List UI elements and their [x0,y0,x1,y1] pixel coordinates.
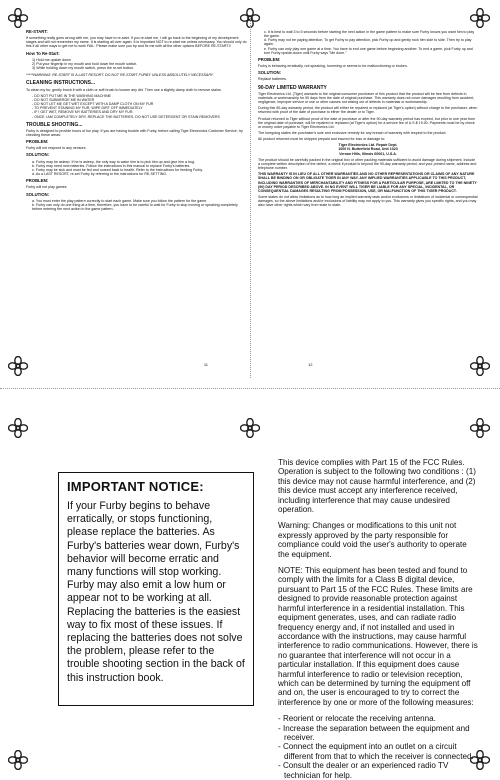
flower-icon [8,356,28,376]
game-tip: c. It is best to wait 3 to 5 seconds before starting the next action in the game pattern to make sure Furby knows you want him to play the game. [264,30,475,39]
cleaning-list [26,94,248,119]
cleaning-item: - DO NOT LET ME GET WET EXCEPT WITH A DAMP CLOTH ON MY FUR [32,102,154,107]
game-tips-list [258,30,478,55]
fcc-measure: - Reorient or relocate the receiving antenna. [278,714,436,724]
flower-icon [470,418,490,438]
howto-step: 1) Hold me upside down [32,57,71,62]
game-tip: d. Furby may not be paying attention. To get Furby to pay attention, pick Furby up and gently rock him side to side. Then try to play again. [264,38,472,47]
problem-text: Furby is behaving erratically, not speaking, humming or seems to be malfunctioning or broken. [258,64,408,69]
warranty-paragraph: The foregoing states the purchaser's sole and exclusive remedy for any breach of warranty with respect to the product. [258,130,447,135]
howto-heading: How To Re-Start: [26,50,60,56]
flower-icon [8,418,28,438]
solution-label: SOLUTION: [26,191,50,197]
page-divider [250,18,251,378]
cleaning-item: - ONCE I AM COMPLETELY DRY, REPLACE THE BATTERIES. DO NOT USE DETERGENT OR STAIN REMOVERS [32,114,220,119]
important-notice-box [58,472,254,706]
fcc-measures [278,714,478,780]
flower-icon [240,418,260,438]
cleaning-intro: To clean my fur, gently brush it with a cloth or soft brush to loosen any dirt. Then use a slightly damp cloth to remove stains. [26,87,222,92]
restart-heading: RE-START: [26,29,48,34]
cleaning-item: - TO PREVENT STAINING MY FUR, WIPE DIRT OFF IMMEDIATELY [32,106,143,111]
cleaning-item: - DO NOT SUBMERGE ME IN WATER [32,97,95,102]
page-number: 11 [203,361,208,367]
solution-list [26,160,248,177]
solution-item: b. Furby may need new batteries. Follow the instructions in this manual to replace Furby's batteries. [32,163,191,168]
trouble-heading: TROUBLE SHOOTING... [26,121,83,128]
solution-item: a. You must enter the play pattern correctly to start each game. Make sure you follow the pattern for the game. [32,198,208,203]
warranty-paragraph: During this 90-day warranty period, the product will either be repaired or replaced (at Tiger's option) without charge to the purchaser, when returned with proof of the date of purchase to either the dealer or to Tiger. [258,106,478,115]
flower-icon [8,750,28,770]
fcc-paragraph: NOTE: This equipment has been tested and found to comply with the limits for a Class B digital device, pursuant to Part 15 of the FCC Rules. These limits are designed to provide reasonable protection against harmful interference in a residential installation. This equipment generates, uses, and can radiate radio frequency energy and, if not installed and used in accordance with the instructions, may cause harmful interference to radio communications. However, there is no guarantee that interference will not occur in a particular installation. If this equipment does cause harmful interference to radio or television reception, which can be determined by turning the equipment off and on, the user is encouraged to try to correct the interference by one or more of the following measures: [278,566,478,707]
fcc-paragraph: This device complies with Part 15 of the FCC Rules. Operation is subject to the following two conditions : (1) this device may not cause harmful interference, and (2) this device must accept any interference received, including interference that may cause undesired operation. [278,458,476,515]
solution-list [26,199,248,211]
notice-body: If your Furby begins to behave erratically, or stops functioning, please replace the batteries. As Furby's batteries wear down, Furby's behavior will become erratic and many functions will stop working. Furby may also emit a low hum or appear not to be working at all. Replacing the batteries is the easiest way to fix most of these issues. If replacing the batteries does not solve the problem, please refer to the trouble shooting section in the back of this instruction book. [67,500,245,684]
fcc-compliance [278,458,478,780]
solution-item: b. Furby can only do one thing at a time, therefore, you have to be careful to wait for Furby to stop moving or speaking completely before entering the next action in the game pattern. [32,202,238,211]
problem-label: PROBLEM: [258,56,281,62]
howto-steps [26,58,248,70]
notice-title: IMPORTANT NOTICE: [67,479,204,494]
address-line: 1000 N. Butterfield Road, Unit 1023 [338,147,398,152]
cleaning-item: - IF I GET WET, REMOVE MY BATTERIES AND DRY MY FUR. [32,110,134,115]
manual-page-12 [258,30,478,370]
warranty-paragraph: Product returned to Tiger without proof of the date of purchase or after the 90-day warranty period has expired, but prior to one year from the original date of purchase, will be repaired or replaced (at Tiger's option) for a service fee of U.S.$ 19.00. Payments must be by check or money order payable to Tiger Electronics Ltd. [258,116,476,129]
warranty-paragraph: All product returned must be shipped prepaid and insured for loss or damage to: [258,137,386,142]
sheet-divider [0,388,500,389]
trouble-intro: Furby is designed to provide hours of fun play. If you are having trouble with Furby, before calling Tiger Electronics Customer Service, try checking these areas: [26,128,243,137]
cleaning-item: - DO NOT PUT ME IN THE WASHING MACHINE [32,93,111,98]
problem-text: Furby will not respond to any sensors [26,146,86,151]
restart-body: If something really goes wrong with me, you may have to re-start. If you re-start me, I will go back to the beginning of my development stages and will not remember my name. It is starting all over again. It is important NOT to re-start me unless necessary. You should only do this if all other ways to get me to work FAIL. Please make sure you try and fix me with all the other options BEFORE RE-STARTI! [26,36,247,49]
address-line: Tiger Electronics Ltd. Repair Dept. [338,143,398,148]
solution-text: Replace batteries. [258,77,287,82]
warranty-paragraph: Tiger Electronics Ltd. (Tiger) warrants to the original consumer purchaser of this product that the product will be free from defects in materials or workmanship for 90 days from the date of original purchase. This warranty does not cover damages resulting from accident, negligence, improper service or use or other causes not arising out of defects in materials or workmanship. [258,91,475,105]
page-number: 12 [308,361,313,367]
flower-icon [470,8,490,28]
flower-icon [8,8,28,28]
problem-text: Furby will not play games [26,185,67,190]
problem-label: PROBLEM: [26,178,49,184]
warranty-heading: 90-DAY LIMITED WARRANTY [258,84,327,91]
restart-warning: *****WARNING: RE-START IS A LAST RESORT. DO NOT RE-START FURBY UNLESS ABSOLUTELY NECESSARY. [26,73,214,78]
howto-step: 2) Put your fingertip in my mouth and hold down the mouth switch. [32,61,138,66]
cleaning-heading: CLEANING INSTRUCTIONS... [26,80,96,87]
howto-step: 3) While holding down my mouth switch, press the re-set button. [32,66,135,71]
warranty-paragraph: The product should be carefully packed in the original box or other packing materials sufficient to avoid damage during shipment. Include a complete written description of the defect, a check if product is beyond the 90-day warranty period, and your printed name, address and telephone number. [258,157,477,171]
repair-address [258,143,478,155]
address-line: Vernon Hills, Illinois 60061, U.S.A. [339,151,397,156]
fcc-paragraph: Warning: Changes or modifications to this unit not expressly approved by the party responsible for compliance could void the user's authority to operate the equipment. [278,521,467,559]
solution-item: d. As a LAST RESORT, re-set Furby by referring to the instructions for RE-SETTING. [32,172,168,177]
manual-page-11 [26,30,248,370]
solution-label: SOLUTION: [258,70,282,76]
fcc-measure: - Consult the dealer or an experienced radio TV technician for help. [278,761,449,780]
solution-item: a. Furby may be asleep. If he is asleep, the only way to wake him is to pick him up and give him a hug. [32,159,195,164]
solution-item: c. Furby may be sick and must be fed and nursed back to health. Refer to the instructions for feeding Furby. [32,167,203,172]
game-tip: e. Furby can only play one game at a time. You have to end one game before beginning another. To end a game, pick Furby up and turn Furby upside-down until Furby says "Me done." [264,46,473,55]
fcc-measure: - Increase the separation between the equipment and receiver. [278,723,470,742]
problem-label: PROBLEM: [26,139,49,145]
warranty-disclaimer: THIS WARRANTY IS IN LIEU OF ALL OTHER WARRANTIES AND NO OTHER REPRESENTATIONS OR CLAIMS OF ANY NATURE SHALL BE BINDING ON OR OBLIGATE TIGER IN ANY WAY. ANY IMPLIED WARRANTIES APPLICABLE TO THIS PRODUCT, INCLUDING WARRANTIES OF MERCHANTABILITY AND FITNESS FOR A PARTICULAR PURPOSE, ARE LIMITED TO THE NINETY (90) DAY PERIOD DESCRIBED ABOVE. IN NO EVENT WILL TIGER BE LIABLE FOR ANY SPECIAL, INCIDENTAL, OR CONSEQUENTIAL DAMAGES RESULTING FROM POSSESSION, USE, OR MALFUNCTION OF THIS TIGER PRODUCT. [258,172,477,193]
solution-label: SOLUTION: [26,152,50,158]
fcc-measure: - Connect the equipment into an outlet on a circuit different from that to which the receiver is connected. [278,742,474,761]
warranty-paragraph: Some states do not allow limitations as to how long an implied warranty lasts and/or exclusions or limitations of incidental or consequential damages, so the above limitations and/or exclusions of liability may not apply to you. This warranty gives you specific rights, and you may also have other rights which vary from state to state. [258,195,478,208]
